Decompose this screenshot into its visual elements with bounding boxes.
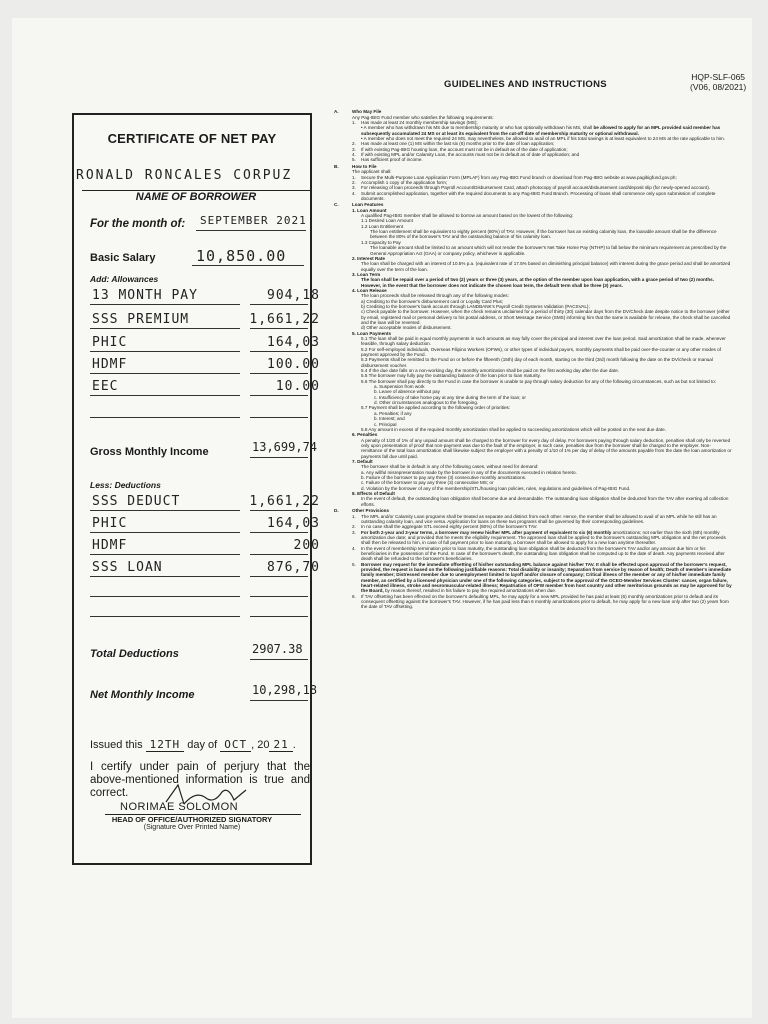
subsection-text: d) Other acceptable modes of disbursement. bbox=[361, 325, 452, 331]
list-item: 6. If TAV offsetting has been effected on the borrower's defaulting MPL, he may apply for a new MPL provided he has paid at least (6) monthly amortizations prior to default and its consequent offsetting against the borrower's TAV. However, if he has paid less than 6 monthly amortizations prior to default, he may apply for a new loan only after two (2) years from the date of TAV offsetting. bbox=[352, 593, 729, 610]
subsection-text: c. Principal bbox=[374, 421, 397, 427]
deduction-name: SSS DEDUCT bbox=[92, 494, 181, 509]
guidelines-body bbox=[330, 108, 732, 610]
issued-year-prefix: , 20 bbox=[251, 739, 270, 751]
net-income-value: 10,298,18 bbox=[252, 683, 318, 697]
deduction-amount: 164,03 bbox=[267, 516, 320, 531]
subsection-text: The loan shall be repaid over a period of two (2) years or three (3) years, at the option of the member upon loan application, with a grace period of two (2) months. bbox=[361, 277, 715, 283]
allowance-name-line bbox=[90, 395, 240, 396]
list-item: 5. Has sufficient proof of income. bbox=[352, 157, 423, 163]
subsection-text: 1.1 Desired Loan Amount bbox=[361, 218, 413, 224]
month-value: SEPTEMBER 2021 bbox=[200, 214, 307, 227]
list-item-text: In no case shall the aggregate STL exceed eighty percent (80%) of the borrower's TAV. bbox=[361, 524, 538, 530]
gross-income-label: Gross Monthly Income bbox=[90, 446, 209, 458]
list-item-text: Has sufficient proof of income. bbox=[361, 157, 423, 163]
subsection-text: The borrower shall be in default in any of the following cases, without need for demand: bbox=[361, 464, 539, 470]
allowance-name-line bbox=[90, 351, 240, 352]
issued-year: 21 bbox=[269, 738, 292, 752]
deduction-amount-line bbox=[250, 532, 308, 533]
subsection-text: 5.1 The loan shall be paid in equal monthly payments in such amounts as may fully cover the principal and interest over the loan period. Said amortization shall be made, whenever feasible, through salary deduction. bbox=[361, 336, 726, 347]
guidelines-title: GUIDELINES AND INSTRUCTIONS bbox=[444, 79, 607, 90]
list-item-text: If with existing Pag-IBIG housing loan, the account must not be in default as of the date of application; bbox=[361, 146, 568, 152]
deduction-amount-line bbox=[250, 554, 308, 555]
basic-salary-label: Basic Salary bbox=[90, 252, 156, 264]
section-letter: D. bbox=[334, 508, 339, 514]
issued-line: Issued this 12TH day of OCT , 20 21 . bbox=[90, 738, 296, 751]
subsection-text: However, in the event that the borrower does not indicate the chosen loan term, the default term shall be three (3) years. bbox=[361, 282, 623, 288]
deduction-name-line bbox=[90, 576, 240, 577]
section-heading: How to File bbox=[352, 163, 377, 169]
section-how-to-file bbox=[330, 164, 732, 201]
allowance-amount: 100.00 bbox=[267, 357, 320, 372]
list-item-text: Secure the Multi-Purpose Loan Application Form (MPLAF) from any Pag-IBIG Fund branch or download from Pag-IBIG website at www.pagibigfund.gov.ph; bbox=[361, 174, 677, 180]
deduction-amount: 876,70 bbox=[267, 560, 320, 575]
list-item: 5. Borrower may request for the immediate offsetting of his/her outstanding MPL balance against his/her TAV. It shall be effected upon approval of the borrower's request, provided, the request is based on the following justifiable reasons: Total disability or insanity; Separation from service by reason of health; Death of member's immediate family member; Distressed member due to unemployment limited to layoff and/or closure of company; Critical illness of the member or any of his/her immediate family member, as certified by a licensed physician under one of the following categories, subject to the approval of the OCEO-Member Services Cluster: cancer, organ failure, heart-related illness, stroke and neuromuscular-related illness; Repatriation of OFW member from host country and other meritorious grounds as may be approved for by the Board, by reason thereof, resulted in his failure to pay the required amortizations when due. bbox=[352, 561, 732, 594]
basic-salary-value: 10,850.00 bbox=[196, 247, 287, 265]
sub-item: • A member who does not meet the required 24 MS, may nevertheless, be allowed to avail of an MPL if his total savings is at least equivalent to 24 MS at the rate applicable to him. bbox=[361, 135, 726, 141]
deduction-blank-line bbox=[250, 596, 308, 597]
section-heading: Loan Features bbox=[352, 202, 384, 208]
deductions-label: Less: Deductions bbox=[90, 480, 161, 490]
list-item-text: Accomplish 1 copy of the application form; bbox=[361, 179, 448, 185]
deduction-blank-line bbox=[90, 596, 240, 597]
certificate-title: CERTIFICATE OF NET PAY bbox=[107, 131, 277, 146]
deduction-amount-line bbox=[250, 510, 308, 511]
form-version: (V06, 08/2021) bbox=[690, 82, 747, 92]
section-intro: Any Pag-IBIG Fund member who satisfies the following requirements: bbox=[352, 114, 494, 120]
subsection-text: 5.6 The borrower shall pay directly to the Fund in case the borrower is unable to pay through salary deduction for any of the following circumstances, such as but not limited to: bbox=[361, 378, 717, 384]
list-item-text: amortizations; not earlier than the sixth (6th) monthly amortization due date; and provided that he meets the eligibility requirement. The approved loan shall be applied to the borrower's outstanding MPL obligation and the net proceeds shall then be released to him, in case of full payment prior to loan maturity, a borrower shall be allowed to apply for a new loan anytime thereafter. bbox=[361, 529, 726, 546]
list-item: 2. Has made at least one (1) MS within the last six (6) months prior to the date of loan application; bbox=[352, 141, 555, 147]
borrower-name: RONALD RONCALES CORPUZ bbox=[76, 168, 293, 183]
list-item: 4. In the event of membership termination prior to loan maturity, the outstanding loan obligation shall be deducted from the borrower's TAV and/or any amount due him or his beneficiaries in the possession of the Fund. In case of the borrower's death, the outstanding loan obligation shall be computed up to the date of death. Any payments received after death shall be refunded to the borrower's beneficiaries. bbox=[352, 545, 725, 562]
subsection-text: The loan entitlement shall be equivalent to eighty percent (80%) of TAV. However, if the borrower has an existing calamity loan, the loanable amount shall be the difference between the 80% of the borrower's TAV and the outstanding balance of his calamity loan. bbox=[370, 229, 717, 240]
net-income-label: Net Monthly Income bbox=[90, 689, 195, 701]
document-page bbox=[12, 18, 752, 1018]
section-who-may-file bbox=[330, 109, 732, 162]
list-item-text: Submit accomplished application, together with the required documents to any Pag-IBIG Fund Branch. Processing of loans shall commence only upon submission of complete documents. bbox=[361, 190, 716, 201]
subsection-text: a. Suspension from work bbox=[374, 384, 425, 390]
list-item-text: For releasing of loan proceeds through Payroll Account/Disbursement Card, attach photocopy of payroll account/disbursement card/deposit slip (for newly-opened account). bbox=[361, 185, 711, 191]
list-item-text: If TAV offsetting has been effected on the borrower's defaulting MPL, he may apply for a new MPL provided he has paid at least (6) monthly amortizations prior to default and its consequent offsetting against the borrower's TAV. However, if he has paid less than 6 monthly amortizations prior to default, he may apply for a new loan only after two (2) years from the date of TAV offsetting. bbox=[361, 593, 729, 610]
list-item: 3. For releasing of loan proceeds through Payroll Account/Disbursement Card, attach photocopy of payroll account/disbursement card/deposit slip (for newly-opened account). bbox=[352, 185, 711, 191]
subsection-heading: 7. Default bbox=[352, 458, 373, 464]
allowance-amount: 1,661,22 bbox=[249, 312, 320, 327]
subsection-text: a) Crediting to the borrower's disbursement card or Loyalty Card Plus; bbox=[361, 298, 504, 304]
form-code-number: HQP-SLF-065 bbox=[691, 72, 746, 82]
issued-month: OCT bbox=[220, 738, 251, 752]
subsection-text: b) Crediting to the borrower's bank account through LANDBANK's Payroll Credit Systems Validation (PACSVAL); bbox=[361, 303, 590, 309]
list-item: 3. For both 2-year and 3-year terms, a borrower may renew his/her MPL after payment of equivalent to six (6) monthly amortizations; not earlier than the sixth (6th) monthly amortization due date; and provided that he meets the eligibility requirement. The approved loan shall be applied to the borrower's outstanding MPL obligation and the net proceeds shall then be released to him, in case of full payment prior to loan maturity, a borrower shall be allowed to apply for a new loan anytime thereafter. bbox=[352, 529, 726, 546]
subsection-heading: 1. Loan Amount bbox=[352, 207, 387, 213]
section-letter: C. bbox=[334, 202, 339, 208]
net-income-underline bbox=[250, 700, 308, 701]
deduction-name-line bbox=[90, 532, 240, 533]
subsection-text: 5.2 For self-employed individuals, Overseas Filipino Workers (OFWs), or other types of individual payors, monthly payments shall be paid over-the-counter or any other modes of payment approved by the Fund. bbox=[361, 346, 721, 358]
section-intro: The applicant shall: bbox=[352, 169, 392, 175]
total-deductions-label: Total Deductions bbox=[90, 648, 179, 660]
deduction-amount-line bbox=[250, 576, 308, 577]
allowance-amount-line bbox=[250, 351, 308, 352]
list-item: 4. If with existing MPL and/or Calamity Loan, the accounts must not be in default as of date of application; and bbox=[352, 151, 580, 157]
subsection-text: b. Leave of absence without pay bbox=[374, 389, 440, 395]
subsection-text: a. Any willful misrepresentation made by the borrower in any of the documents executed in relation hereto. bbox=[361, 469, 577, 475]
section-other-provisions bbox=[330, 508, 732, 610]
allowance-name: 13 MONTH PAY bbox=[92, 288, 198, 303]
gross-income-value: 13,699,74 bbox=[252, 440, 318, 454]
allowance-amount-line bbox=[250, 373, 308, 374]
list-item-text: The MPL and/or Calamity Loan programs shall be treated as separate and distinct from each other. Hence, the member shall be allowed to avail of an MPL while he still has an outstanding calamity loan, and vice versa. Application for loans on these two programs shall be governed by their corresponding guidelines. bbox=[361, 513, 717, 524]
sub-item-bold: be allowed to apply for an MPL provided said member has subsequently accumulated 24 MS or at least its equivalent from the cut-off date of membership maturity or optional withdrawal. bbox=[361, 125, 721, 136]
list-item: 3. If with existing Pag-IBIG housing loan, the account must not be in default as of the date of application; bbox=[352, 146, 568, 152]
list-item: 1. Has made at least 24 monthly membership savings (MS); bbox=[352, 119, 478, 125]
section-loan-features bbox=[330, 202, 732, 507]
issued-day: 12TH bbox=[146, 738, 185, 752]
deduction-name-line bbox=[90, 554, 240, 555]
allowance-amount-line bbox=[250, 395, 308, 396]
subsection-text: d. Violation by the borrower of any of the membership/STL/housing loan policies, rules, regulations and guidelines of Pag-IBIG Fund. bbox=[361, 485, 631, 491]
deduction-name: HDMF bbox=[92, 538, 128, 553]
deduction-name-line bbox=[90, 510, 240, 511]
allowance-blank-line bbox=[250, 417, 308, 418]
allowance-name: PHIC bbox=[92, 335, 128, 350]
deduction-blank-line bbox=[90, 616, 240, 617]
allowance-amount: 10.00 bbox=[275, 379, 320, 394]
certification-statement: I certify under pain of perjury that the above-mentioned information is true and correct. bbox=[90, 761, 310, 799]
list-item-bold: Borrower may request for the immediate offsetting of his/her outstanding MPL balance against his/her TAV. It shall be effected upon approval of the borrower's request, provided, the request is based on the following justifiable reasons: Total disability or insanity; Separation from service by reason of health; Death of member's immediate family member; Distressed member due to unemployment limited to layoff and/or closure of company; Critical illness of the member or any of his/her immediate family member, as certified by a licensed physician under one of the following categories, subject to the approval of the OCEO-Member Services Cluster: cancer, organ failure, heart-related illness, stroke and neuromuscular-related illness; Repatriation of OFW member from host country and other meritorious grounds as may be approved for by the Board, bbox=[361, 561, 732, 594]
allowance-name-line bbox=[90, 304, 240, 305]
subsection-text: A qualified Pag-IBIG member shall be allowed to borrow an amount based on the lowest of the following: bbox=[361, 213, 574, 219]
allowance-blank-line bbox=[90, 417, 240, 418]
list-item: 4. Submit accomplished application, together with the required documents to any Pag-IBIG Fund Branch. Processing of loans shall commence only upon submission of complete documents. bbox=[352, 190, 716, 201]
signatory-name: NORIMAE SOLOMON bbox=[120, 801, 239, 813]
list-item-text: In the event of membership termination prior to loan maturity, the outstanding loan obligation shall be deducted from the borrower's TAV and/or any amount due him or his beneficiaries in the possession of the Fund. In case of the borrower's death, the outstanding loan obligation shall be computed up to the date of death. Any payments received after death shall be refunded to the borrower's beneficiaries. bbox=[361, 545, 725, 562]
list-item-text: by reason thereof, resulted in his failure to pay the required amortizations when due. bbox=[385, 588, 557, 594]
sub-item-text: A member who has withdrawn his MS due to membership maturity or who has optionally withdrawn his MS, shall bbox=[363, 125, 593, 131]
list-item-text: Has made at least one (1) MS within the last six (6) months prior to the date of loan application; bbox=[361, 141, 555, 147]
borrower-caption: NAME OF BORROWER bbox=[135, 191, 257, 203]
subsection-text: A penalty of 1/20 of 1% of any unpaid amount shall be charged to the borrower for every day of delay. For borrowers paying through salary deduction, penalties shall only be reversed only upon presentation of proof that non-payment was due to the fault of the employer, in such case, penalties due from the borrower shall be charged to the employer. Non-remittance of the total loan amortization shall likewise subject the employer with a penalty of 1/10 of 1% per day of delay of the amounts payable from the date the loan amortization or payments fall due until paid. bbox=[361, 437, 732, 459]
subsection-text: 5.5 The borrower may fully pay the outstanding balance of the loan prior to loan maturity. bbox=[361, 373, 541, 379]
basic-salary-underline bbox=[192, 265, 304, 266]
signatory-caption: (Signature Over Printed Name) bbox=[143, 824, 241, 831]
deduction-amount: 1,661,22 bbox=[249, 494, 320, 509]
allowance-name: EEC bbox=[92, 379, 119, 394]
allowance-name: HDMF bbox=[92, 357, 128, 372]
total-deductions-underline bbox=[250, 659, 308, 660]
subsection-text: The loan shall be charged with an interest of 10.5% p.a. (equivalent rate of 17.5% based on diminishing principal balance) with interest during the grace period and shall be amortized equally over the term of the loan. bbox=[361, 261, 731, 272]
issued-prefix: Issued this bbox=[90, 739, 143, 751]
allowance-name: SSS PREMIUM bbox=[92, 312, 190, 327]
subsection-heading: 6. Penalties bbox=[352, 432, 378, 438]
allowances-label: Add: Allowances bbox=[90, 274, 159, 284]
form-code bbox=[690, 72, 746, 92]
subsection-text: c) Check payable to the borrower. However, when the check remains unclaimed for a period of thirty (30) calendar days from the DV/Check date despite notice to the borrower (either by email, registered mail or personal delivery to his postal address, or Short Message Service (SMS) informing him that the same is available for release, the check shall be cancelled and the loan will be reversed. bbox=[361, 309, 731, 325]
allowance-amount: 904,18 bbox=[267, 288, 320, 303]
subsection-text: In the event of default, the outstanding loan obligation shall become due and demandable. The outstanding loan obligation shall be deducted from the TAV after exerting all collection efforts. bbox=[361, 496, 729, 507]
list-item: 1. The MPL and/or Calamity Loan programs shall be treated as separate and distinct from each other. Hence, the member shall be allowed to avail of an MPL while he still has an outstanding calamity loan, and vice versa. Application for loans on these two programs shall be governed by their corresponding guidelines. bbox=[352, 513, 717, 524]
signatory-title: HEAD OF OFFICE/AUTHORIZED SIGNATORY bbox=[111, 815, 273, 824]
sub-item-text: A member who does not meet the required 24 MS, may nevertheless, be allowed to avail of an MPL if his total savings is at least equivalent to 24 MS at the rate applicable to him. bbox=[363, 135, 726, 141]
subsection-text: c. Insufficiency of take home pay at any time during the term of the loan; or bbox=[374, 394, 526, 400]
deduction-name: SSS LOAN bbox=[92, 560, 163, 575]
subsection-text: 5.3 Payments shall be remitted to the Fund on or before the fifteenth (15th) day of each month, starting on the third (3rd) month following the date on the DV/check or manual disbursement voucher. bbox=[361, 357, 713, 368]
subsection-text: a. Penalties; if any bbox=[374, 410, 412, 416]
sub-item: • A member who has withdrawn his MS due to membership maturity or who has optionally withdrawn his MS, shall be allowed to apply for an MPL provided said member has subsequently accumulated 24 MS or at least its equivalent from the cut-off date of membership maturity or optional withdrawal. bbox=[361, 125, 721, 136]
list-item-text: Has made at least 24 monthly membership savings (MS); bbox=[361, 119, 478, 125]
list-item-bold: For both 2-year and 3-year terms, a borrower may renew his/her MPL after payment of equivalent to six (6) monthly bbox=[361, 529, 612, 535]
month-label: For the month of: bbox=[90, 218, 186, 230]
subsection-heading: 4. Loan Release bbox=[352, 287, 387, 293]
subsection-text: d. Other circumstances analogous to the foregoing. bbox=[374, 400, 479, 406]
list-item-text: If with existing MPL and/or Calamity Loan, the accounts must not be in default as of date of application; and bbox=[361, 151, 580, 157]
list-item: 2. In no case shall the aggregate STL exceed eighty percent (80%) of the borrower's TAV. bbox=[352, 524, 538, 530]
subsection-text: b. Interest; and bbox=[374, 416, 405, 422]
subsection-text: The loan proceeds shall be released through any of the following modes: bbox=[361, 293, 509, 299]
subsection-text: 1.2 Loan Entitlement bbox=[361, 223, 404, 229]
list-item: 1. Secure the Multi-Purpose Loan Application Form (MPLAF) from any Pag-IBIG Fund branch or download from Pag-IBIG website at www.pagibigfund.gov.ph; bbox=[352, 174, 677, 180]
subsection-heading: 8. Effects of Default bbox=[352, 490, 395, 496]
list-item: 2. Accomplish 1 copy of the application form; bbox=[352, 179, 448, 185]
allowance-amount-line bbox=[250, 304, 308, 305]
allowance-amount: 164,03 bbox=[267, 335, 320, 350]
month-underline bbox=[196, 230, 306, 231]
subsection-heading: 3. Loan Term bbox=[352, 271, 381, 277]
subsection-text: 1.3 Capacity to Pay bbox=[361, 239, 401, 245]
subsection-text: 5.7 Payment shall be applied according to the following order of priorities: bbox=[361, 405, 511, 411]
subsection-text: 5.4 If the due date falls on a non-working day, the monthly amortization shall be paid on the first working day after the due date. bbox=[361, 368, 620, 374]
subsection-text: c. Failure of the borrower to pay any three (3) consecutive MS; or bbox=[361, 480, 494, 486]
section-heading: Who May File bbox=[352, 109, 382, 115]
subsection-heading: 2. Interest Rate bbox=[352, 255, 385, 261]
total-deductions-value: 2907.38 bbox=[252, 642, 303, 656]
allowance-amount-line bbox=[250, 328, 308, 329]
issued-day-of: day of bbox=[187, 739, 218, 751]
subsection-text: b. Failure of the borrower to pay any three (3) consecutive monthly amortizations. bbox=[361, 474, 527, 480]
subsection-text: The loanable amount shall be limited to an amount which will not render the borrower's Net Take Home Pay (NTHP) to fall below the minimum requirement as prescribed by the General Appropriation Act (GAA) or company policy, whichever is applicable. bbox=[370, 245, 727, 256]
gross-income-underline bbox=[250, 457, 308, 458]
deduction-name: PHIC bbox=[92, 516, 128, 531]
allowance-name-line bbox=[90, 373, 240, 374]
subsection-text: 5.8 Any amount in excess of the required monthly amortization shall be applied to succeeding amortizations which will be posted on the next due date. bbox=[361, 426, 666, 432]
section-heading: Other Provisions bbox=[352, 508, 390, 514]
allowance-name-line bbox=[90, 328, 240, 329]
section-letter: A. bbox=[334, 109, 339, 115]
subsection-heading: 5. Loan Payments bbox=[352, 330, 392, 336]
deduction-blank-line bbox=[250, 616, 308, 617]
section-letter: B. bbox=[334, 163, 339, 169]
deduction-amount: 200 bbox=[293, 538, 320, 553]
